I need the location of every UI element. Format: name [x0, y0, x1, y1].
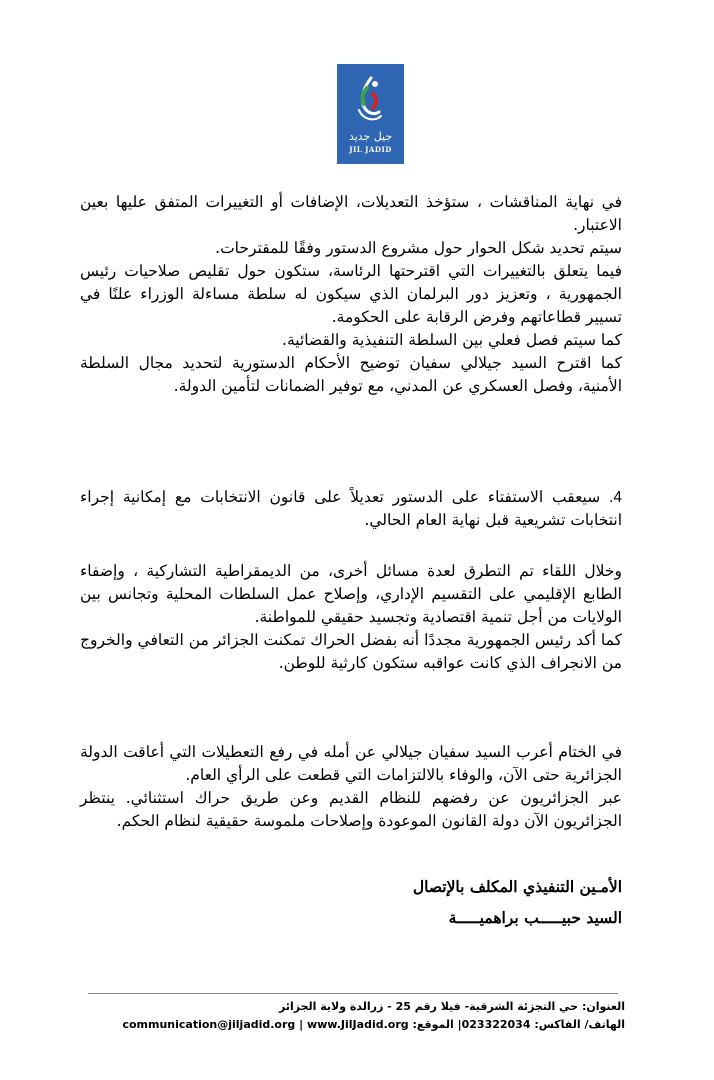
paragraph: فيما يتعلق بالتغييرات التي اقترحتها الرئاسة، ستكون حول تقليص صلاحيات رئيس الجمهورية ، وتعزيز دور البرلمان الذي سيكون له سلطة مساءلة الوزراء علنًا في تسيير قطاعاتهم وفرض الرقابة على الحكومة. [80, 262, 622, 326]
logo-emblem-icon [337, 64, 404, 132]
paragraph: كما سيتم فصل فعلي بين السلطة التنفيذية والقضائية. [282, 331, 622, 349]
section-meeting [80, 560, 622, 675]
section-conclusion [80, 741, 622, 833]
logo-brand-latin: JIL JADID [349, 145, 392, 154]
footer-contact: الهاتف/ الفاكس: 023322034| الموقع: communication@jiljadid.org | www.JilJadid.org [122, 1018, 625, 1031]
logo-brand-arabic: جيل جديد [348, 130, 393, 143]
paragraph: كما اقترح السيد جيلالي سفيان توضيح الأحكام الدستورية لتحديد مجال السلطة الأمنية، وفصل العسكري عن المدني، مع توفير الضمانات لتأمين الدولة. [80, 354, 622, 395]
footer [120, 998, 625, 1034]
paragraph: في الختام أعرب السيد سفيان جيلالي عن أمله في رفع التعطيلات التي أعاقت الدولة الجزائرية حتى الآن، والوفاء بالالتزامات التي قطعت على الرأي العام. [80, 743, 622, 784]
footer-address: العنوان: حي التجزئة الشرقية- فيلا رقم 25 - زرالدة ولاية الجزائر [279, 1000, 625, 1013]
paragraph: عبر الجزائريون عن رفضهم للنظام القديم وعن طريق حراك استثنائي. ينتظر الجزائريون الآن دولة القانون الموعودة وإصلاحات ملموسة حقيقية لنظام الحكم. [80, 789, 622, 830]
signature-name: السيد حبيـــــب براهميـــــة [448, 908, 622, 927]
paragraph: سيتم تحديد شكل الحوار حول مشروع الدستور وفقًا للمقترحات. [215, 239, 622, 257]
numbered-item [80, 486, 622, 532]
signature-block [80, 871, 622, 933]
item-text: سيعقب الاستفتاء على الدستور تعديلاً على قانون الانتخابات مع إمكانية إجراء انتخابات تشريعية قبل نهاية العام الحالي. [80, 488, 622, 529]
section-dialogue [80, 191, 622, 398]
paragraph: في نهاية المناقشات ، ستؤخذ التعديلات، الإضافات أو التغييرات المتفق عليها بعين الاعتبار. [80, 193, 622, 234]
footer-divider [88, 993, 618, 994]
item-number: 4. [609, 489, 622, 506]
paragraph: كما أكد رئيس الجمهورية مجددًا أنه بفضل الحراك تمكنت الجزائر من التعافي والخروج من الانجراف الذي كانت عواقبه ستكون كارثية للوطن. [80, 631, 622, 672]
paragraph: وخلال اللقاء تم التطرق لعدة مسائل أخرى، من الديمقراطية التشاركية ، وإضفاء الطابع الإقليمي على التقسيم الإداري، وإصلاح عمل السلطات المحلية وتجانس بين الولايات من أجل تنمية اقتصادية وتجسيد حقيقي للمواطنة. [80, 562, 622, 626]
signature-title: الأمـين التنفيذي المكلف بالإتصال [412, 877, 622, 896]
party-logo [337, 64, 404, 164]
